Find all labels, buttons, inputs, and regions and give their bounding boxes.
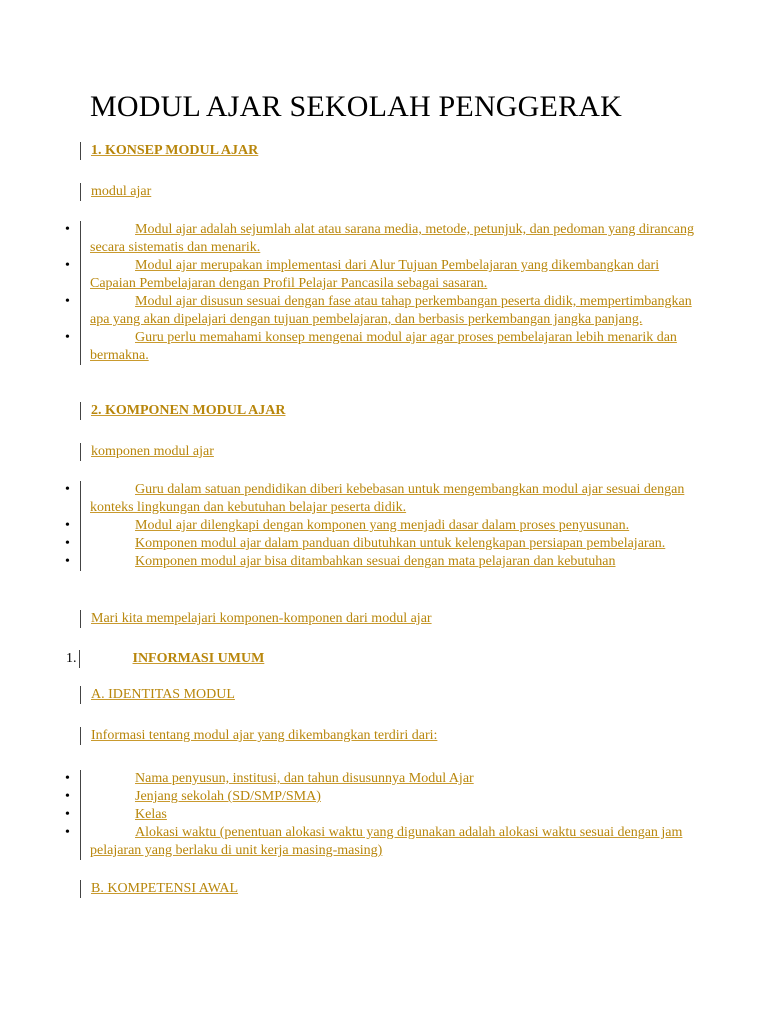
kompetensi-heading[interactable]: B. KOMPETENSI AWAL <box>91 881 239 896</box>
list-item-text[interactable]: Komponen modul ajar bisa ditambahkan sesuai dengan mata pelajaran dan kebutuhan <box>135 554 616 569</box>
bullet-icon: • <box>65 771 70 786</box>
section2-outro-para <box>80 610 432 628</box>
section2-list <box>58 481 698 571</box>
identitas-list <box>58 770 698 860</box>
list-item-text[interactable]: Komponen modul ajar dalam panduan dibutuhkan untuk kelengkapan persiapan pembelajaran. <box>135 536 666 551</box>
list-item <box>58 221 698 257</box>
list-item-text[interactable]: Kelas <box>135 807 167 822</box>
bullet-icon: • <box>65 294 70 309</box>
section1-heading-para <box>80 142 258 160</box>
bullet-icon: • <box>65 482 70 497</box>
list-item-text[interactable]: Nama penyusun, institusi, dan tahun disusunnya Modul Ajar <box>135 771 474 786</box>
list-item-text[interactable]: Guru dalam satuan pendidikan diberi kebebasan untuk mengembangkan modul ajar sesuai dengan konteks lingkungan dan kebutuhan belajar peserta didik. <box>90 482 685 515</box>
section1-subheading-para <box>80 183 151 201</box>
list-number: 1. <box>66 651 77 666</box>
list-item <box>58 517 698 535</box>
bullet-icon: • <box>65 825 70 840</box>
section2-heading-para <box>80 402 285 420</box>
kompetensi-heading-para <box>80 880 238 898</box>
identitas-intro-para <box>80 727 437 745</box>
list-item-text[interactable]: Modul ajar adalah sejumlah alat atau sarana media, metode, petunjuk, dan pedoman yang dirancang secara sistematis dan menarik. <box>90 222 695 255</box>
list-item <box>58 535 698 553</box>
bullet-icon: • <box>65 518 70 533</box>
list-item-text[interactable]: Jenjang sekolah (SD/SMP/SMA) <box>135 789 321 804</box>
bullet-icon: • <box>65 807 70 822</box>
bullet-icon: • <box>65 330 70 345</box>
list-margin-bar <box>79 650 80 668</box>
section2-subheading-para <box>80 443 214 461</box>
informasi-umum-heading[interactable]: INFORMASI UMUM <box>132 651 265 666</box>
section1-subheading[interactable]: modul ajar <box>91 184 152 199</box>
list-item <box>58 553 698 571</box>
list-item <box>58 806 698 824</box>
section2-outro[interactable]: Mari kita mempelajari komponen-komponen dari modul ajar <box>91 611 432 626</box>
bullet-icon: • <box>65 789 70 804</box>
list-item <box>58 770 698 788</box>
list-item <box>58 257 698 293</box>
bullet-icon: • <box>65 554 70 569</box>
section1-heading[interactable]: 1. KONSEP MODUL AJAR <box>91 143 259 158</box>
list-item-text[interactable]: Modul ajar dilengkapi dengan komponen yang menjadi dasar dalam proses penyusunan. <box>135 518 630 533</box>
bullet-icon: • <box>65 222 70 237</box>
list-item-text[interactable]: Guru perlu memahami konsep mengenai modul ajar agar proses pembelajaran lebih menarik dan bermakna. <box>90 330 677 363</box>
section2-heading[interactable]: 2. KOMPONEN MODUL AJAR <box>91 403 286 418</box>
list-item <box>58 329 698 365</box>
list-item-text[interactable]: Modul ajar disusun sesuai dengan fase atau tahap perkembangan peserta didik, mempertimbangkan apa yang akan dipelajari dengan tujuan pembelajaran, dan berbasis perkembangan jangka panjang. <box>90 294 692 327</box>
numbered-heading-row <box>66 650 264 668</box>
identitas-heading-para <box>80 686 235 704</box>
document-title: MODUL AJAR SEKOLAH PENGGERAK <box>90 90 623 123</box>
list-item <box>58 824 698 860</box>
list-item <box>58 293 698 329</box>
list-item-text[interactable]: Alokasi waktu (penentuan alokasi waktu yang digunakan adalah alokasi waktu sesuai dengan jam pelajaran yang berlaku di unit kerja masing-masing) <box>90 825 683 858</box>
bullet-icon: • <box>65 536 70 551</box>
list-item-text[interactable]: Modul ajar merupakan implementasi dari Alur Tujuan Pembelajaran yang dikembangkan dari Capaian Pembelajaran dengan Profil Pelajar Pancasila sebagai sasaran. <box>90 258 660 291</box>
identitas-heading[interactable]: A. IDENTITAS MODUL <box>91 687 235 702</box>
list-item <box>58 481 698 517</box>
section2-subheading[interactable]: komponen modul ajar <box>91 444 214 459</box>
bullet-icon: • <box>65 258 70 273</box>
section1-list <box>58 221 698 365</box>
list-item <box>58 788 698 806</box>
identitas-intro[interactable]: Informasi tentang modul ajar yang dikembangkan terdiri dari: <box>91 728 438 743</box>
